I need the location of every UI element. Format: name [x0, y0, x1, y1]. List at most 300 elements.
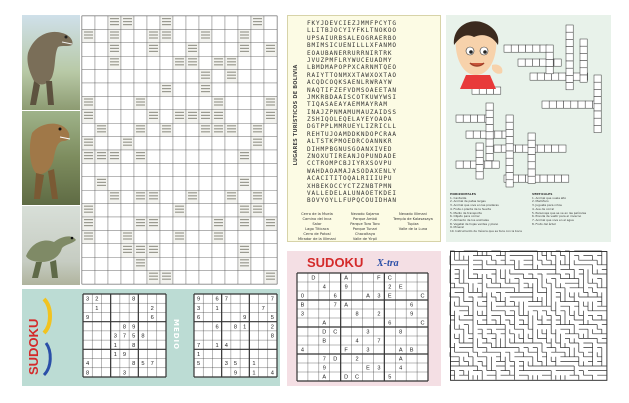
crossword-cell[interactable]: [476, 150, 483, 157]
crossword-cell[interactable]: [199, 56, 212, 69]
crossword-cell[interactable]: [225, 244, 238, 257]
crossword-cell[interactable]: [251, 70, 264, 83]
crossword-cell[interactable]: [134, 137, 147, 150]
crossword-cell[interactable]: [108, 230, 121, 243]
crossword-cell[interactable]: [186, 244, 199, 257]
crossword-cell[interactable]: [506, 165, 513, 172]
crossword-cell[interactable]: [199, 43, 212, 56]
crossword-cell[interactable]: [212, 204, 225, 217]
crossword-cell[interactable]: [212, 16, 225, 29]
crossword-cell[interactable]: [173, 163, 186, 176]
crossword-cell[interactable]: [134, 56, 147, 69]
crossword-cell[interactable]: [186, 70, 199, 83]
crossword-cell[interactable]: [264, 163, 277, 176]
crossword-cell[interactable]: [173, 137, 186, 150]
crossword-cell[interactable]: [186, 163, 199, 176]
crossword-cell[interactable]: [212, 271, 225, 284]
crossword-cell[interactable]: [134, 110, 147, 123]
wordsearch-row[interactable]: LBMDMAPOPPXCARNMTQEO: [307, 64, 397, 72]
crossword-cell[interactable]: [186, 217, 199, 230]
crossword-cell[interactable]: [537, 73, 544, 80]
crossword-cell[interactable]: [82, 190, 95, 203]
crossword-cell[interactable]: [160, 204, 173, 217]
crossword-cell[interactable]: [251, 83, 264, 96]
wordsearch-row[interactable]: NAQTIFZEFVDMSOAEETAN: [307, 86, 397, 94]
crossword-cell[interactable]: [173, 150, 186, 163]
crossword-cell[interactable]: [264, 244, 277, 257]
wordsearch-row[interactable]: ZNOXUTIREANJOPUNDADE: [307, 153, 397, 161]
crossword-cell[interactable]: [108, 204, 121, 217]
crossword-cell[interactable]: [264, 230, 277, 243]
crossword-cell[interactable]: [540, 175, 547, 182]
crossword-cell[interactable]: [82, 83, 95, 96]
crossword-cell[interactable]: [264, 177, 277, 190]
crossword-cell[interactable]: [147, 96, 160, 109]
crossword-cell[interactable]: [506, 158, 513, 165]
crossword-cell[interactable]: [121, 110, 134, 123]
crossword-cell[interactable]: [238, 110, 251, 123]
crossword-cell[interactable]: [121, 163, 134, 176]
crossword-cell[interactable]: [225, 137, 238, 150]
wordsearch-row[interactable]: JMKRBDAAISCOTKUWYWSI: [307, 93, 397, 101]
crossword-cell[interactable]: [238, 16, 251, 29]
crossword-cell[interactable]: [251, 257, 264, 270]
crossword-cell[interactable]: [121, 150, 134, 163]
crossword-cell[interactable]: [160, 137, 173, 150]
crossword-cell[interactable]: [225, 29, 238, 42]
crossword-cell[interactable]: [566, 25, 573, 32]
crossword-cell[interactable]: [186, 177, 199, 190]
crossword-cell[interactable]: [147, 56, 160, 69]
crossword-cell[interactable]: [238, 83, 251, 96]
crossword-cell[interactable]: [585, 101, 592, 108]
crossword-cell[interactable]: [212, 257, 225, 270]
crossword-cell[interactable]: [225, 163, 238, 176]
crossword-cell[interactable]: [506, 144, 513, 151]
crossword-cell[interactable]: [486, 153, 493, 160]
sudoku-xtra-grid[interactable]: [297, 273, 428, 381]
crossword-cell[interactable]: [486, 117, 493, 124]
wordsearch-row[interactable]: ACACITITOQALRIIIUPU: [307, 175, 393, 183]
crossword-cell[interactable]: [186, 29, 199, 42]
crossword-cell[interactable]: [212, 190, 225, 203]
wordsearch-row[interactable]: ACQDCOQKSAENLRWRAYW: [307, 79, 393, 87]
crossword-cell[interactable]: [147, 70, 160, 83]
crossword-cell[interactable]: [511, 45, 518, 52]
wordsearch-row[interactable]: FKYJDEVCIEZJMMFPCYTG: [307, 20, 397, 27]
crossword-cell[interactable]: [95, 137, 108, 150]
crossword-cell[interactable]: [506, 151, 513, 158]
crossword-cell[interactable]: [225, 177, 238, 190]
crossword-cell[interactable]: [594, 75, 601, 82]
crossword-cell[interactable]: [212, 244, 225, 257]
crossword-cell[interactable]: [264, 150, 277, 163]
crossword-cell[interactable]: [108, 70, 121, 83]
crossword-cell[interactable]: [95, 257, 108, 270]
wordsearch-row[interactable]: DIHMPBGNUSGOANXIVED: [307, 145, 393, 153]
crossword-cell[interactable]: [516, 145, 523, 152]
crossword-cell[interactable]: [225, 150, 238, 163]
crossword-cell[interactable]: [82, 123, 95, 136]
crossword-cell[interactable]: [251, 150, 264, 163]
crossword-cell[interactable]: [108, 123, 121, 136]
crossword-cell[interactable]: [566, 83, 573, 90]
crossword-cell[interactable]: [238, 56, 251, 69]
crossword-cell[interactable]: [121, 83, 134, 96]
crossword-cell[interactable]: [108, 83, 121, 96]
dinosaur-crossword-grid[interactable]: [82, 16, 278, 285]
crossword-cell[interactable]: [476, 143, 483, 150]
crossword-cell[interactable]: [147, 230, 160, 243]
crossword-cell[interactable]: [95, 217, 108, 230]
crossword-cell[interactable]: [518, 59, 525, 66]
crossword-cell[interactable]: [486, 139, 493, 146]
wordsearch-row[interactable]: RAIYTTONMXXTAWXOXTAO: [307, 71, 397, 79]
crossword-cell[interactable]: [580, 39, 587, 46]
crossword-cell[interactable]: [238, 96, 251, 109]
crossword-cell[interactable]: [559, 73, 566, 80]
crossword-cell[interactable]: [160, 96, 173, 109]
crossword-cell[interactable]: [173, 217, 186, 230]
crossword-cell[interactable]: [528, 155, 535, 162]
crossword-cell[interactable]: [528, 169, 535, 176]
crossword-cell[interactable]: [199, 244, 212, 257]
crossword-cell[interactable]: [173, 244, 186, 257]
crossword-cell[interactable]: [238, 137, 251, 150]
crossword-cell[interactable]: [251, 43, 264, 56]
crossword-cell[interactable]: [82, 257, 95, 270]
crossword-cell[interactable]: [566, 68, 573, 75]
crossword-cell[interactable]: [95, 230, 108, 243]
crossword-cell[interactable]: [199, 271, 212, 284]
crossword-cell[interactable]: [121, 96, 134, 109]
crossword-cell[interactable]: [225, 230, 238, 243]
crossword-cell[interactable]: [486, 103, 493, 110]
crossword-cell[interactable]: [173, 257, 186, 270]
crossword-cell[interactable]: [134, 43, 147, 56]
crossword-cell[interactable]: [121, 123, 134, 136]
crossword-cell[interactable]: [225, 96, 238, 109]
crossword-cell[interactable]: [121, 204, 134, 217]
crossword-cell[interactable]: [147, 83, 160, 96]
crossword-cell[interactable]: [186, 230, 199, 243]
crossword-cell[interactable]: [108, 110, 121, 123]
crossword-cell[interactable]: [566, 32, 573, 39]
crossword-cell[interactable]: [238, 70, 251, 83]
crossword-cell[interactable]: [225, 83, 238, 96]
crossword-cell[interactable]: [562, 175, 569, 182]
crossword-cell[interactable]: [566, 47, 573, 54]
crossword-cell[interactable]: [212, 29, 225, 42]
crossword-cell[interactable]: [544, 145, 551, 152]
crossword-cell[interactable]: [121, 217, 134, 230]
crossword-cell[interactable]: [147, 137, 160, 150]
crossword-cell[interactable]: [264, 29, 277, 42]
crossword-cell[interactable]: [594, 104, 601, 111]
crossword-cell[interactable]: [238, 123, 251, 136]
crossword-cell[interactable]: [456, 161, 463, 168]
crossword-cell[interactable]: [486, 110, 493, 117]
crossword-cell[interactable]: [554, 175, 561, 182]
crossword-cell[interactable]: [225, 204, 238, 217]
crossword-cell[interactable]: [134, 29, 147, 42]
crossword-cell[interactable]: [160, 56, 173, 69]
crossword-cell[interactable]: [173, 271, 186, 284]
crossword-cell[interactable]: [225, 16, 238, 29]
crossword-cell[interactable]: [580, 61, 587, 68]
crossword-cell[interactable]: [225, 257, 238, 270]
crossword-cell[interactable]: [121, 70, 134, 83]
crossword-cell[interactable]: [528, 162, 535, 169]
crossword-cell[interactable]: [173, 96, 186, 109]
crossword-cell[interactable]: [95, 204, 108, 217]
crossword-cell[interactable]: [199, 257, 212, 270]
crossword-cell[interactable]: [95, 70, 108, 83]
crossword-cell[interactable]: [552, 73, 559, 80]
crossword-cell[interactable]: [594, 118, 601, 125]
crossword-cell[interactable]: [580, 75, 587, 82]
wordsearch-row[interactable]: JVUZPMFLRYWUCEUADMY: [307, 56, 393, 64]
crossword-cell[interactable]: [121, 271, 134, 284]
crossword-cell[interactable]: [486, 132, 493, 139]
crossword-cell[interactable]: [251, 29, 264, 42]
crossword-cell[interactable]: [186, 123, 199, 136]
crossword-cell[interactable]: [173, 70, 186, 83]
crossword-cell[interactable]: [571, 101, 578, 108]
crossword-cell[interactable]: [476, 165, 483, 172]
maze-grid[interactable]: [450, 251, 607, 384]
crossword-cell[interactable]: [134, 16, 147, 29]
crossword-cell[interactable]: [160, 163, 173, 176]
crossword-cell[interactable]: [506, 180, 513, 187]
crossword-cell[interactable]: [251, 271, 264, 284]
crossword-cell[interactable]: [121, 257, 134, 270]
crossword-cell[interactable]: [566, 39, 573, 46]
crossword-cell[interactable]: [264, 123, 277, 136]
wordsearch-row[interactable]: REHTUJOAMDDKNDOPCRAA: [307, 130, 397, 138]
crossword-cell[interactable]: [173, 190, 186, 203]
crossword-cell[interactable]: [212, 137, 225, 150]
wordsearch-grid[interactable]: [307, 20, 438, 205]
crossword-cell[interactable]: [212, 150, 225, 163]
crossword-cell[interactable]: [526, 45, 533, 52]
crossword-cell[interactable]: [108, 271, 121, 284]
crossword-cell[interactable]: [160, 177, 173, 190]
wordsearch-row[interactable]: LLITBJOCYIYFKLTNOKOO: [307, 27, 397, 35]
crossword-cell[interactable]: [82, 43, 95, 56]
crossword-cell[interactable]: [238, 163, 251, 176]
crossword-cell[interactable]: [564, 101, 571, 108]
crossword-cell[interactable]: [456, 115, 463, 122]
crossword-cell[interactable]: [82, 56, 95, 69]
crossword-cell[interactable]: [542, 101, 549, 108]
crossword-cell[interactable]: [594, 125, 601, 132]
crossword-cell[interactable]: [566, 54, 573, 61]
crossword-cell[interactable]: [95, 271, 108, 284]
crossword-cell[interactable]: [108, 257, 121, 270]
crossword-cell[interactable]: [559, 145, 566, 152]
crossword-cell[interactable]: [251, 244, 264, 257]
crossword-cell[interactable]: [492, 161, 499, 168]
crossword-cell[interactable]: [121, 29, 134, 42]
crossword-cell[interactable]: [238, 271, 251, 284]
crossword-cell[interactable]: [147, 150, 160, 163]
crossword-cell[interactable]: [225, 110, 238, 123]
crossword-cell[interactable]: [544, 73, 551, 80]
crossword-cell[interactable]: [594, 82, 601, 89]
crossword-cell[interactable]: [518, 175, 525, 182]
crossword-cell[interactable]: [264, 204, 277, 217]
crossword-cell[interactable]: [82, 16, 95, 29]
crossword-cell[interactable]: [147, 177, 160, 190]
crossword-cell[interactable]: [186, 271, 199, 284]
crossword-cell[interactable]: [108, 137, 121, 150]
crossword-cell[interactable]: [251, 230, 264, 243]
crossword-cell[interactable]: [495, 131, 502, 138]
crossword-cell[interactable]: [518, 45, 525, 52]
crossword-cell[interactable]: [134, 163, 147, 176]
crossword-cell[interactable]: [134, 204, 147, 217]
sudoku-medio-grid[interactable]: [83, 294, 166, 377]
crossword-cell[interactable]: [528, 140, 535, 147]
crossword-cell[interactable]: [212, 83, 225, 96]
crossword-cell[interactable]: [95, 16, 108, 29]
crossword-cell[interactable]: [506, 122, 513, 129]
crossword-cell[interactable]: [264, 257, 277, 270]
crossword-cell[interactable]: [506, 173, 513, 180]
crossword-cell[interactable]: [251, 177, 264, 190]
wordsearch-row[interactable]: INAJZPNMAMUMAUZAIDSS: [307, 108, 397, 116]
crossword-cell[interactable]: [225, 271, 238, 284]
crossword-cell[interactable]: [199, 96, 212, 109]
crossword-cell[interactable]: [186, 257, 199, 270]
crossword-cell[interactable]: [134, 83, 147, 96]
crossword-cell[interactable]: [108, 177, 121, 190]
crossword-cell[interactable]: [186, 137, 199, 150]
crossword-cell[interactable]: [212, 70, 225, 83]
crossword-cell[interactable]: [556, 101, 563, 108]
crossword-cell[interactable]: [147, 16, 160, 29]
crossword-cell[interactable]: [121, 190, 134, 203]
crossword-cell[interactable]: [82, 271, 95, 284]
crossword-cell[interactable]: [530, 73, 537, 80]
crossword-cell[interactable]: [173, 29, 186, 42]
crossword-cell[interactable]: [95, 56, 108, 69]
wordsearch-row[interactable]: WAHDAOAMAJASODAXENLY: [307, 167, 397, 175]
crossword-cell[interactable]: [147, 123, 160, 136]
crossword-cell[interactable]: [134, 70, 147, 83]
crossword-cell[interactable]: [199, 217, 212, 230]
crossword-cell[interactable]: [264, 56, 277, 69]
crossword-cell[interactable]: [537, 145, 544, 152]
crossword-cell[interactable]: [594, 89, 601, 96]
crossword-cell[interactable]: [528, 133, 535, 140]
crossword-cell[interactable]: [463, 115, 470, 122]
crossword-cell[interactable]: [95, 163, 108, 176]
crossword-cell[interactable]: [160, 43, 173, 56]
crossword-cell[interactable]: [82, 177, 95, 190]
crossword-cell[interactable]: [566, 75, 573, 82]
crossword-cell[interactable]: [264, 190, 277, 203]
crossword-cell[interactable]: [121, 56, 134, 69]
crossword-cell[interactable]: [476, 172, 483, 179]
crossword-cell[interactable]: [533, 45, 540, 52]
wordsearch-row[interactable]: BMIMSICUENILLLXFANMO: [307, 42, 397, 50]
crossword-cell[interactable]: [546, 45, 553, 52]
wordsearch-row[interactable]: XHBEKOCCYCTZZNBTPMN: [307, 182, 393, 190]
crossword-cell[interactable]: [573, 73, 580, 80]
crossword-cell[interactable]: [580, 46, 587, 53]
crossword-cell[interactable]: [199, 204, 212, 217]
crossword-cell[interactable]: [95, 29, 108, 42]
crossword-cell[interactable]: [173, 16, 186, 29]
crossword-cell[interactable]: [264, 83, 277, 96]
crossword-cell[interactable]: [121, 177, 134, 190]
crossword-cell[interactable]: [199, 150, 212, 163]
crossword-cell[interactable]: [225, 43, 238, 56]
crossword-cell[interactable]: [212, 177, 225, 190]
crossword-cell[interactable]: [238, 230, 251, 243]
crossword-cell[interactable]: [173, 83, 186, 96]
wordsearch-row[interactable]: ALTSTKPMOEDRCOANNKR: [307, 138, 393, 146]
crossword-cell[interactable]: [466, 131, 473, 138]
crossword-cell[interactable]: [186, 96, 199, 109]
crossword-cell[interactable]: [160, 244, 173, 257]
crossword-cell[interactable]: [82, 244, 95, 257]
crossword-cell[interactable]: [186, 83, 199, 96]
crossword-cell[interactable]: [506, 137, 513, 144]
crossword-cell[interactable]: [528, 176, 535, 183]
crossword-cell[interactable]: [251, 217, 264, 230]
crossword-cell[interactable]: [528, 147, 535, 154]
crossword-cell[interactable]: [173, 43, 186, 56]
crossword-cell[interactable]: [160, 217, 173, 230]
crossword-cell[interactable]: [147, 163, 160, 176]
crossword-cell[interactable]: [580, 53, 587, 60]
crossword-cell[interactable]: [549, 101, 556, 108]
crossword-cell[interactable]: [594, 111, 601, 118]
crossword-cell[interactable]: [108, 244, 121, 257]
crossword-cell[interactable]: [476, 157, 483, 164]
crossword-cell[interactable]: [251, 163, 264, 176]
crossword-cell[interactable]: [463, 161, 470, 168]
crossword-cell[interactable]: [506, 115, 513, 122]
crossword-cell[interactable]: [108, 96, 121, 109]
crossword-cell[interactable]: [160, 257, 173, 270]
crossword-cell[interactable]: [547, 175, 554, 182]
crossword-cell[interactable]: [264, 70, 277, 83]
crossword-cell[interactable]: [506, 129, 513, 136]
crossword-cell[interactable]: [532, 59, 539, 66]
crossword-cell[interactable]: [199, 137, 212, 150]
crossword-cell[interactable]: [134, 177, 147, 190]
crossword-cell[interactable]: [264, 137, 277, 150]
crossword-cell[interactable]: [134, 271, 147, 284]
wordsearch-row[interactable]: UPSAIURBSALEOGRAERBO: [307, 34, 397, 42]
crossword-cell[interactable]: [186, 16, 199, 29]
crossword-cell[interactable]: [566, 61, 573, 68]
crossword-cell[interactable]: [199, 190, 212, 203]
crossword-cell[interactable]: [147, 204, 160, 217]
crossword-cell[interactable]: [225, 217, 238, 230]
crossword-cell[interactable]: [199, 177, 212, 190]
wordsearch-row[interactable]: VALLEDELALUNAOETKDEI: [307, 189, 397, 197]
crossword-cell[interactable]: [160, 230, 173, 243]
crossword-cell[interactable]: [186, 150, 199, 163]
crossword-cell[interactable]: [134, 230, 147, 243]
crossword-cell[interactable]: [212, 43, 225, 56]
crossword-cell[interactable]: [160, 110, 173, 123]
